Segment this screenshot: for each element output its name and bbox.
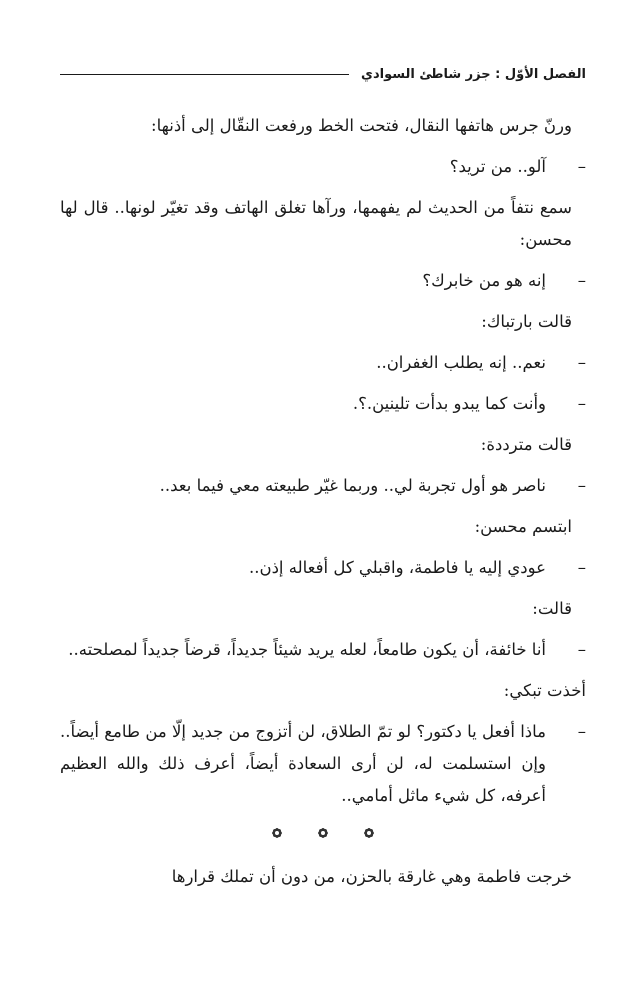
dialogue-line [60, 265, 586, 297]
dialogue-text: ماذا أفعل يا دكتور؟ لو تمّ الطلاق، لن أتزوج من جديد إلّا من طامع أيضاً.. وإن استسلمت له، لن أرى السعادة أيضاً، أعرف ذلك والله العظيم أعرفه، كل شيء ماثل أمامي.. [60, 722, 546, 805]
dialogue-dash: – [577, 394, 586, 413]
dialogue-dash: – [577, 271, 586, 290]
narration-paragraph: قالت بارتباك: [481, 312, 572, 331]
dialogue-text: إنه هو من خابرك؟ [422, 271, 546, 290]
dialogue-text: عودي إليه يا فاطمة، واقبلي كل أفعاله إذن.. [248, 558, 546, 577]
dialogue-text: ناصر هو أول تجربة لي.. وربما غيّر طبيعته معي فيما بعد.. [159, 476, 546, 495]
dialogue-text: نعم.. إنه يطلب الغفران.. [376, 353, 546, 372]
closing-paragraph: خرجت فاطمة وهي غارقة بالحزن، من دون أن تملك قرارها [171, 867, 572, 886]
dialogue-line [60, 634, 586, 666]
paragraph-list [60, 110, 586, 812]
chapter-title: الفصل الأوّل : جزر شاطئ السوادي [361, 66, 586, 82]
dialogue-dash: – [577, 558, 586, 577]
narration-paragraph: سمع نتفاً من الحديث لم يفهمها، ورآها تغلق الهاتف وقد تغيّر لونها.. قال لها محسن: [60, 198, 572, 249]
dialogue-text: وأنت كما يبدو بدأت تلينين.؟. [352, 394, 546, 413]
ornament-icon [317, 827, 329, 839]
narration-paragraph: قالت مترددة: [480, 435, 572, 454]
dialogue-text: آلو.. من تريد؟ [449, 157, 546, 176]
page-body [60, 110, 586, 893]
book-page [60, 0, 586, 1000]
dialogue-text: أنا خائفة، أن يكون طامعاً، لعله يريد شيئاً جديداً، قرضاً جديداً لمصلحته.. [68, 640, 546, 659]
narration-paragraph: ابتسم محسن: [474, 517, 572, 536]
dialogue-dash: – [577, 353, 586, 372]
dialogue-line [60, 552, 586, 584]
ornament-icon [271, 827, 283, 839]
narration-paragraph: ورنّ جرس هاتفها النقال، فتحت الخط ورفعت النقّال إلى أذنها: [151, 116, 572, 135]
dialogue-dash: – [577, 640, 586, 659]
dialogue-line [60, 470, 586, 502]
narration-paragraph: قالت: [532, 599, 572, 618]
dialogue-line [60, 716, 586, 812]
dialogue-line [60, 347, 586, 379]
dialogue-line [60, 388, 586, 420]
header-rule [60, 74, 349, 75]
dialogue-dash: – [577, 476, 586, 495]
section-break [60, 821, 586, 847]
narration-paragraph: أخذت تبكي: [503, 681, 586, 700]
running-header [60, 64, 586, 84]
ornament-icon [363, 827, 375, 839]
dialogue-dash: – [577, 157, 586, 176]
dialogue-dash: – [577, 722, 586, 741]
dialogue-line [60, 151, 586, 183]
